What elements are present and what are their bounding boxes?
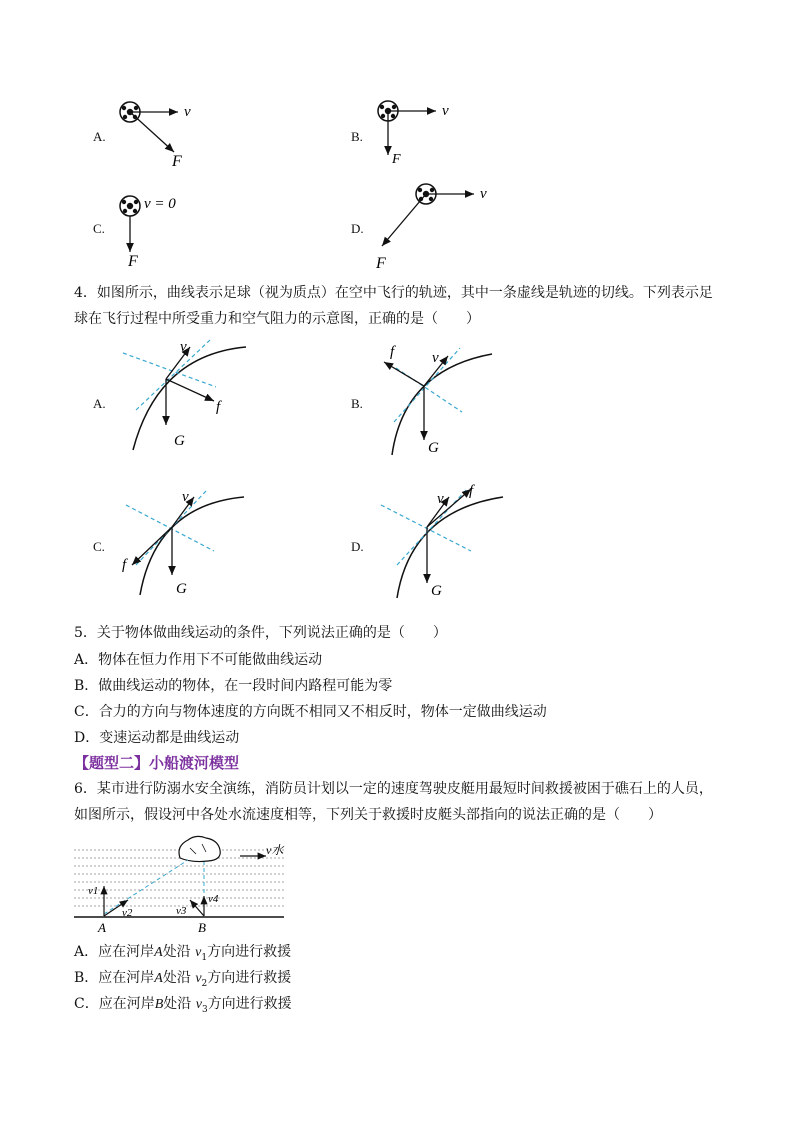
q3-option-d-label: D. bbox=[351, 221, 364, 236]
q6-v4-label: v4 bbox=[208, 893, 219, 905]
q5-option-c: C．合力的方向与物体速度的方向既不相同又不相反时，物体一定做曲线运动 bbox=[74, 704, 547, 720]
q3-b-f: F bbox=[392, 152, 401, 167]
q6-v2-label: v2 bbox=[122, 907, 133, 919]
q6-stem-line1: 6．某市进行防溺水安全演练，消防员计划以一定的速度驾驶皮艇用最短时间救援被困于礁石上的人员， bbox=[74, 781, 713, 797]
q4-c-v: v bbox=[182, 489, 189, 505]
q4-option-b-label: B. bbox=[351, 396, 363, 411]
q4-option-a-label: A. bbox=[93, 396, 106, 411]
q6-option-c: C．应在河岸B处沿 $v_3$方向进行救援 bbox=[74, 996, 292, 1015]
soccer-ball-icon bbox=[120, 196, 140, 216]
q5-stem: 5．关于物体做曲线运动的条件，下列说法正确的是（ ） bbox=[74, 625, 447, 641]
q6-stem-line2: 如图所示，假设河中各处水流速度相等，下列关于救援时皮艇头部指向的说法正确的是（ ） bbox=[74, 807, 662, 823]
q4-c-f: f bbox=[122, 557, 127, 573]
q4-option-c-diagram bbox=[114, 485, 254, 600]
q4-option-c-label: C. bbox=[93, 539, 105, 554]
q4-stem-line2: 球在飞行过程中所受重力和空气阻力的示意图，正确的是（ ） bbox=[74, 311, 480, 327]
q3-d-v: v bbox=[480, 186, 487, 202]
q3-option-c-diagram bbox=[110, 192, 220, 272]
q4-a-v: v bbox=[180, 339, 187, 355]
q6-option-a: A．应在河岸A处沿 $v_1$方向进行救援 bbox=[74, 944, 292, 963]
q6-point-b: B bbox=[198, 920, 206, 935]
q4-option-a-diagram bbox=[118, 335, 258, 455]
q3-d-f: F bbox=[376, 255, 386, 272]
q3-option-d-diagram bbox=[370, 182, 500, 272]
q4-b-v: v bbox=[432, 350, 439, 366]
q5-option-d: D．变速运动都是曲线运动 bbox=[74, 730, 240, 746]
q3-option-c-label: C. bbox=[93, 221, 105, 236]
q4-d-v: v bbox=[437, 491, 444, 507]
q3-option-b-label: B. bbox=[351, 129, 363, 144]
q6-v1-label: v1 bbox=[88, 885, 99, 897]
q4-b-f: f bbox=[390, 344, 395, 360]
q5-option-a: A．物体在恒力作用下不可能做曲线运动 bbox=[74, 652, 323, 668]
q4-b-g: G bbox=[428, 440, 439, 456]
q6-point-a: A bbox=[98, 920, 106, 935]
q3-c-f: F bbox=[128, 253, 138, 270]
q3-option-a-label: A. bbox=[93, 129, 106, 144]
q6-water-label: v水 bbox=[266, 843, 284, 857]
q3-a-v: v bbox=[184, 104, 191, 120]
q4-d-g: G bbox=[431, 583, 442, 599]
q4-a-g: G bbox=[174, 433, 185, 449]
section-title: 【题型二】小船渡河模型 bbox=[74, 754, 240, 772]
q4-option-d-diagram bbox=[375, 483, 515, 603]
q4-a-f: f bbox=[216, 399, 221, 415]
q6-option-b: B．应在河岸A处沿 $v_2$方向进行救援 bbox=[74, 970, 292, 989]
q3-c-v: v = 0 bbox=[144, 196, 176, 212]
q3-option-b-diagram bbox=[368, 97, 478, 172]
q4-option-b-diagram bbox=[374, 340, 504, 460]
q5-option-b: B．做曲线运动的物体，在一段时间内路程可能为零 bbox=[74, 678, 393, 694]
q3-b-v: v bbox=[442, 103, 449, 119]
q4-d-f: f bbox=[469, 483, 474, 499]
q3-option-a-diagram bbox=[110, 98, 220, 173]
q4-c-g: G bbox=[176, 581, 187, 597]
q3-a-f: F bbox=[172, 153, 182, 170]
q4-option-d-label: D. bbox=[351, 539, 364, 554]
rock-icon bbox=[179, 836, 220, 861]
q6-river-figure bbox=[72, 834, 287, 934]
q4-stem-line1: 4．如图所示，曲线表示足球（视为质点）在空中飞行的轨迹，其中一条虚线是轨迹的切线。下列表示足 bbox=[74, 285, 713, 301]
q6-v3-label: v3 bbox=[176, 905, 187, 917]
